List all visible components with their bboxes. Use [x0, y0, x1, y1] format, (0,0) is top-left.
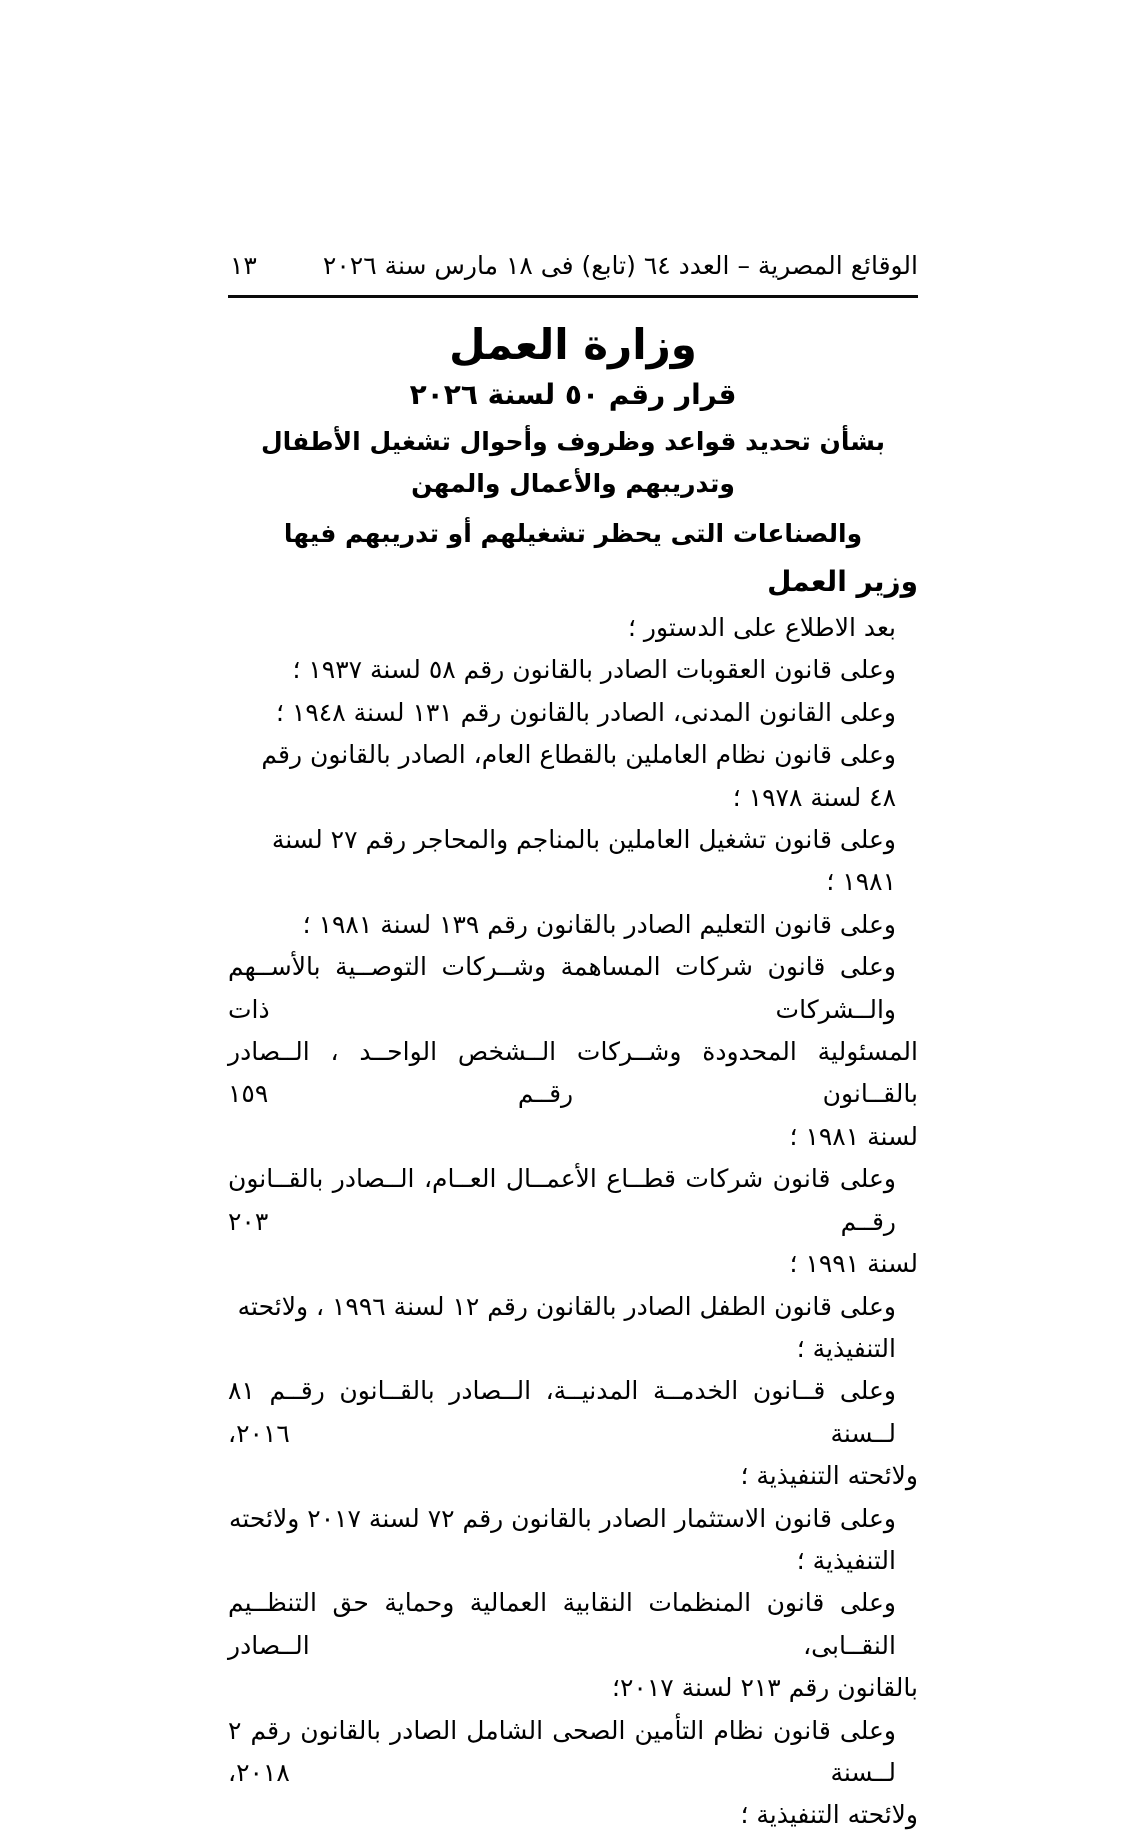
preamble-paragraph [228, 734, 918, 819]
preamble-line: وعلى قانون التعليم الصادر بالقانون رقم ١٣٩ لسنة ١٩٨١ ؛ [302, 909, 896, 939]
preamble-line: لسنة ١٩٨١ ؛ [789, 1121, 918, 1151]
preamble-line: وعلى قانون شركات قطــاع الأعمــال العــام، الــصادر بالقــانون رقــم ٢٠٣ [228, 1164, 896, 1236]
preamble-line: وعلى القانون المدنى، الصادر بالقانون رقم ١٣١ لسنة ١٩٤٨ ؛ [276, 697, 896, 727]
preamble-line: المسئولية المحدودة وشــركات الــشخص الواحــد ، الــصادر بالقــانون رقــم ١٥٩ [228, 1037, 918, 1109]
preamble-paragraph [228, 1158, 918, 1285]
preamble-line: وعلى قانون المنظمات النقابية العمالية وحماية حق التنظــيم النقــابى، الــصادر [228, 1588, 896, 1660]
preamble-line: ولائحته التنفيذية ؛ [740, 1461, 918, 1491]
preamble-line: وعلى قانون الطفل الصادر بالقانون رقم ١٢ لسنة ١٩٩٦ ، ولائحته التنفيذية ؛ [237, 1291, 896, 1363]
preamble-paragraph [228, 649, 918, 691]
preamble-paragraph [228, 607, 918, 649]
preamble-paragraph [228, 1498, 918, 1583]
preamble-paragraph [228, 692, 918, 734]
preamble-line: وعلى قانون شركات المساهمة وشــركات التوصــية بالأســهم والــشركات ذات [228, 952, 896, 1024]
preamble-line: ولائحته التنفيذية ؛ [740, 1800, 918, 1830]
preamble-line: بالقانون رقم ٢١٣ لسنة ٢٠١٧؛ [612, 1673, 918, 1703]
preamble-paragraph [228, 1582, 918, 1709]
issuer-heading: وزير العمل [767, 565, 918, 598]
header-divider [228, 295, 918, 298]
preamble-paragraph [228, 1710, 918, 1837]
preamble-line: لسنة ١٩٩١ ؛ [789, 1249, 918, 1279]
preamble-line: وعلى قانون الاستثمار الصادر بالقانون رقم ٧٢ لسنة ٢٠١٧ ولائحته التنفيذية ؛ [228, 1503, 896, 1575]
decree-number-title: قرار رقم ٥٠ لسنة ٢٠٢٦ [409, 378, 737, 411]
ministry-title: وزارة العمل [449, 320, 697, 369]
preamble-paragraph [228, 904, 918, 946]
preamble-line: بعد الاطلاع على الدستور ؛ [627, 613, 896, 642]
page-content [228, 0, 918, 1837]
page-header [228, 248, 918, 284]
preamble-paragraph [228, 1370, 918, 1497]
preamble-paragraph [228, 819, 918, 904]
preamble-paragraph [228, 1286, 918, 1371]
decree-preamble [228, 607, 918, 1837]
page-number: ١٣ [230, 251, 257, 280]
preamble-line: وعلى قانون نظام التأمين الصحى الشامل الصادر بالقانون رقم ٢ لــسنة ٢٠١٨، [228, 1715, 896, 1787]
preamble-paragraph [228, 946, 918, 1158]
decree-subject-line-1: بشأن تحديد قواعد وظروف وأحوال تشغيل الأطفال وتدريبهم والأعمال والمهن [260, 427, 886, 498]
preamble-line: وعلى قــانون الخدمــة المدنيــة، الــصادر بالقــانون رقــم ٨١ لــسنة ٢٠١٦، [228, 1376, 896, 1448]
decree-subject-line-2: والصناعات التى يحظر تشغيلهم أو تدريبهم فيها [283, 519, 863, 548]
preamble-line: وعلى قانون العقوبات الصادر بالقانون رقم ٥٨ لسنة ١٩٣٧ ؛ [292, 655, 896, 685]
gazette-issue-line: الوقائع المصرية – العدد ٦٤ (تابع) فى ١٨ مارس سنة ٢٠٢٦ [322, 251, 918, 280]
preamble-line: وعلى قانون تشغيل العاملين بالمناجم والمحاجر رقم ٢٧ لسنة ١٩٨١ ؛ [271, 825, 896, 897]
preamble-line: وعلى قانون نظام العاملين بالقطاع العام، الصادر بالقانون رقم ٤٨ لسنة ١٩٧٨ ؛ [261, 740, 896, 812]
